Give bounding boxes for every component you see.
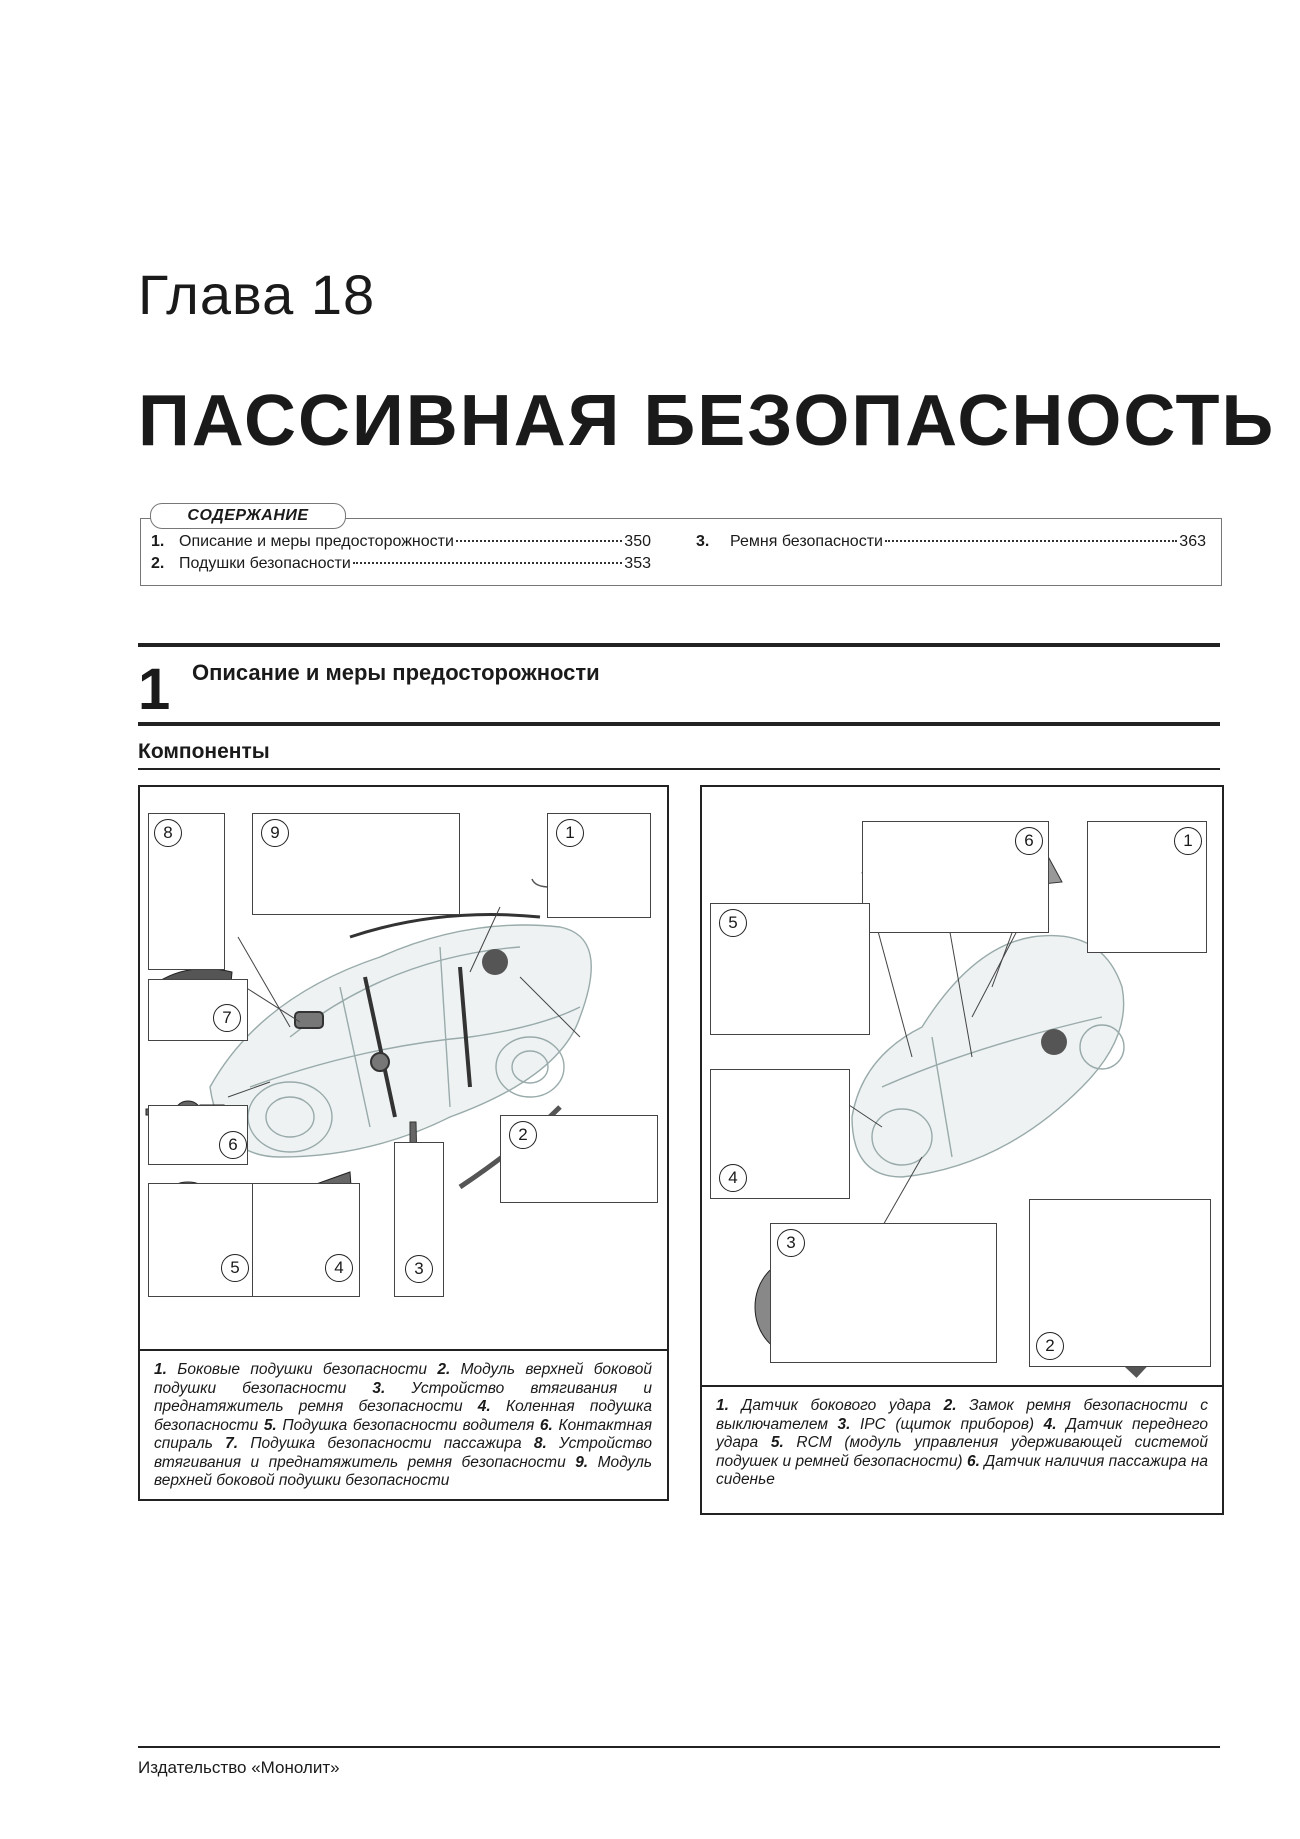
callout-2: 2 bbox=[1036, 1332, 1064, 1360]
pane-part-5 bbox=[148, 1183, 254, 1297]
figure-left-caption bbox=[154, 1361, 652, 1491]
callout-5: 5 bbox=[719, 909, 747, 937]
figure-right-caption bbox=[716, 1397, 1208, 1490]
figure-airbags bbox=[138, 785, 669, 1501]
pane-part-1 bbox=[1087, 821, 1207, 953]
caption-num: 2. bbox=[437, 1361, 451, 1378]
toc-item-number: 2. bbox=[151, 555, 165, 572]
pane-part-3 bbox=[770, 1223, 997, 1363]
caption-text: Замок ремня безопасности с выключателем bbox=[716, 1397, 1208, 1433]
pane-part-4 bbox=[252, 1183, 360, 1297]
chapter-label: Глава 18 bbox=[138, 263, 376, 326]
pane-part-2 bbox=[500, 1115, 658, 1203]
toc-heading: СОДЕРЖАНИЕ bbox=[150, 503, 346, 529]
caption-text: Устройство втягивания и преднатяжитель ремня безопасности bbox=[154, 1435, 652, 1471]
caption-num: 1. bbox=[154, 1361, 167, 1378]
caption-text: RCM (модуль управления удерживающей системой подушек и ремней безопасности) bbox=[716, 1434, 1208, 1470]
section-rule-top bbox=[138, 643, 1220, 647]
toc-leader bbox=[456, 540, 622, 542]
publisher-footer: Издательство «Монолит» bbox=[138, 1758, 340, 1777]
caption-text: Датчик наличия пассажира на сиденье bbox=[716, 1452, 1208, 1488]
caption-text: Модуль верхней боковой подушки безопасности bbox=[154, 1361, 652, 1397]
section-rule-bottom bbox=[138, 722, 1220, 726]
caption-num: 3. bbox=[837, 1415, 851, 1433]
caption-num: 1. bbox=[716, 1397, 729, 1414]
caption-num: 4. bbox=[1043, 1415, 1057, 1433]
toc-item-1[interactable] bbox=[151, 533, 651, 551]
callout-2: 2 bbox=[509, 1121, 537, 1149]
pane-part-6 bbox=[862, 821, 1049, 933]
toc-item-3[interactable] bbox=[696, 533, 1206, 551]
callout-8: 8 bbox=[154, 819, 182, 847]
pane-part-1 bbox=[547, 813, 651, 918]
caption-text: Подушка безопасности пассажира bbox=[238, 1435, 534, 1452]
section-number: 1 bbox=[138, 657, 171, 722]
caption-num: 2. bbox=[943, 1397, 957, 1414]
chapter-title: ПАССИВНАЯ БЕЗОПАСНОСТЬ bbox=[138, 381, 1276, 461]
callout-4: 4 bbox=[325, 1254, 353, 1282]
callout-3: 3 bbox=[777, 1229, 805, 1257]
caption-num: 8. bbox=[533, 1435, 547, 1452]
callout-5: 5 bbox=[221, 1254, 249, 1282]
callout-4: 4 bbox=[719, 1164, 747, 1192]
caption-text: Контактная спираль bbox=[154, 1416, 652, 1452]
callout-6: 6 bbox=[1015, 827, 1043, 855]
toc-item-page: 363 bbox=[1179, 533, 1206, 550]
toc-item-number: 3. bbox=[696, 533, 710, 550]
subsection-rule bbox=[138, 768, 1220, 770]
toc-item-label: Описание и меры предосторожности bbox=[179, 533, 454, 550]
caption-text: Устройство втягивания и преднатяжитель ремня безопасности bbox=[154, 1379, 652, 1415]
toc-item-label: Подушки безопасности bbox=[179, 555, 351, 572]
footer-rule bbox=[138, 1746, 1220, 1748]
caption-num: 3. bbox=[372, 1379, 386, 1397]
pane-part-2 bbox=[1029, 1199, 1211, 1367]
pane-part-6 bbox=[148, 1105, 248, 1165]
toc-item-page: 350 bbox=[624, 533, 651, 550]
callout-1: 1 bbox=[556, 819, 584, 847]
toc-item-number: 1. bbox=[151, 533, 165, 550]
caption-text: Подушка безопасности водителя bbox=[276, 1416, 540, 1434]
callout-6: 6 bbox=[219, 1131, 247, 1159]
pane-part-8 bbox=[148, 813, 225, 970]
caption-num: 6. bbox=[966, 1452, 980, 1470]
figure-caption-rule bbox=[702, 1385, 1222, 1387]
caption-text: Модуль верхней боковой подушки безопасности bbox=[154, 1453, 652, 1489]
pane-part-5 bbox=[710, 903, 870, 1035]
caption-text: IPC (щиток приборов) bbox=[850, 1415, 1044, 1433]
callout-3: 3 bbox=[405, 1255, 433, 1283]
caption-num: 5. bbox=[263, 1416, 277, 1434]
caption-text: Коленная подушка безопасности bbox=[154, 1398, 652, 1434]
toc-item-page: 353 bbox=[624, 555, 651, 572]
pane-part-7 bbox=[148, 979, 248, 1041]
caption-text: Датчик переднего удара bbox=[716, 1415, 1209, 1451]
figure-caption-rule bbox=[140, 1349, 667, 1351]
toc-leader bbox=[885, 540, 1177, 542]
callout-1: 1 bbox=[1174, 827, 1202, 855]
toc-item-label: Ремня безопасности bbox=[730, 533, 883, 550]
caption-num: 5. bbox=[770, 1434, 784, 1451]
caption-num: 9. bbox=[575, 1453, 589, 1471]
car-wireframe-right bbox=[852, 936, 1124, 1177]
callout-7: 7 bbox=[213, 1004, 241, 1032]
figure-sensors bbox=[700, 785, 1224, 1515]
pane-part-4 bbox=[710, 1069, 850, 1199]
caption-text: Датчик бокового удара bbox=[728, 1397, 944, 1414]
mounting-symbol bbox=[482, 949, 508, 975]
caption-num: 4. bbox=[477, 1398, 491, 1415]
caption-num: 6. bbox=[539, 1416, 553, 1434]
toc-leader bbox=[353, 562, 623, 564]
subsection-title: Компоненты bbox=[138, 740, 270, 763]
caption-text: Боковые подушки безопасности bbox=[166, 1361, 438, 1378]
pane-part-3 bbox=[394, 1142, 444, 1297]
pane-part-9 bbox=[252, 813, 460, 915]
caption-num: 7. bbox=[225, 1435, 239, 1452]
toc-item-2[interactable] bbox=[151, 555, 651, 573]
section-title: Описание и меры предосторожности bbox=[192, 660, 600, 685]
callout-9: 9 bbox=[261, 819, 289, 847]
mounting-symbol bbox=[1041, 1029, 1067, 1055]
